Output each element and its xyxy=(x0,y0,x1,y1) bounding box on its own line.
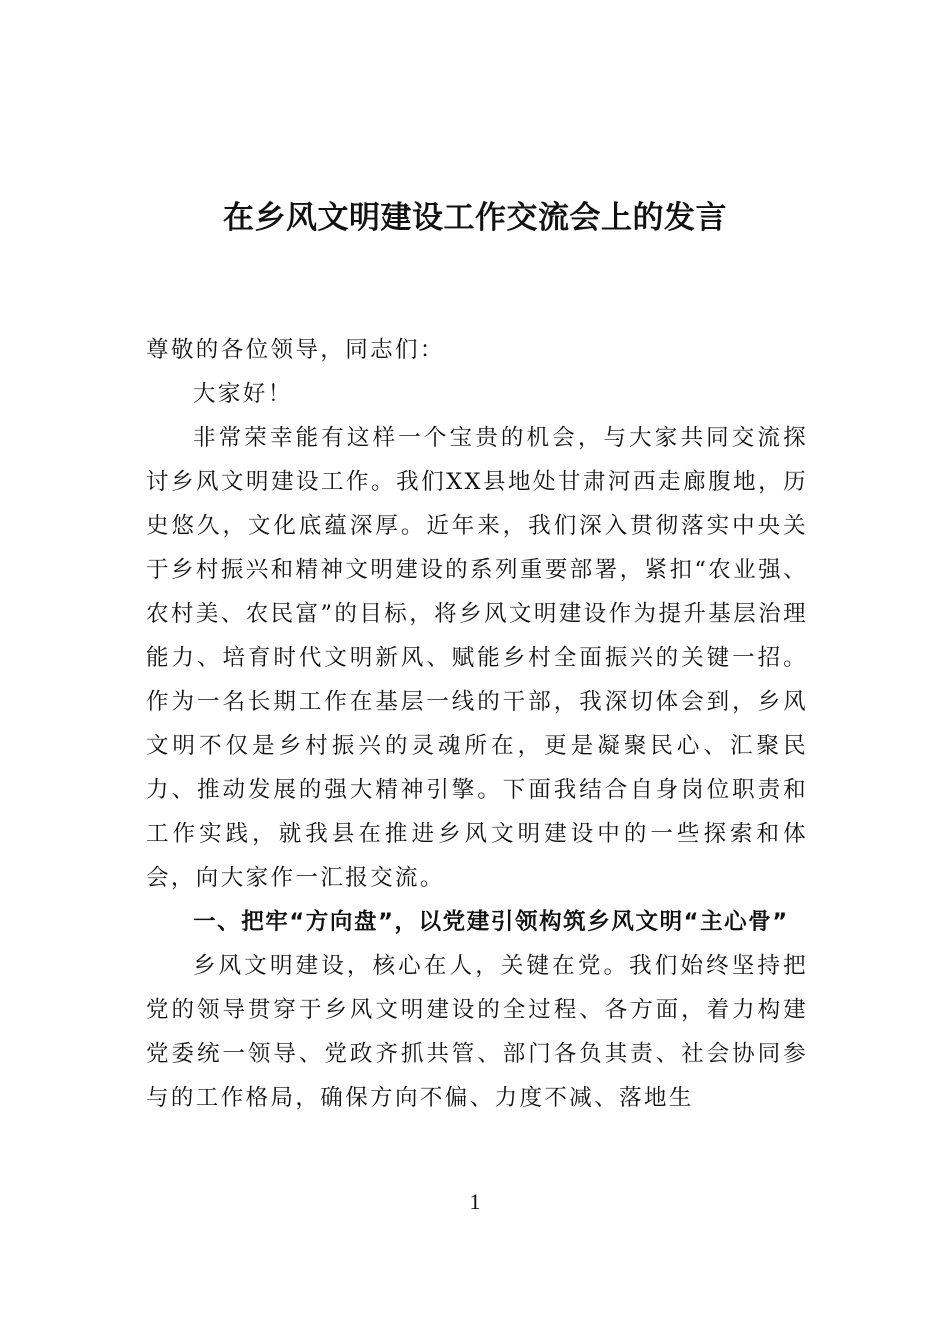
page-number: 1 xyxy=(469,1189,481,1214)
greeting: 大家好！ xyxy=(193,381,293,407)
section-paragraph: 乡风文明建设，核心在人，关键在党。我们始终坚持把党的领导贯穿于乡风文明建设的全过程、各方面，着力构建党委统一领导、党政齐抓共管、部门各负其责、社会协同参与的工作格局，确保方向不偏、力度不减、落地生 xyxy=(146,953,808,1111)
salutation: 尊敬的各位领导，同志们： xyxy=(146,337,445,363)
intro-paragraph: 非常荣幸能有这样一个宝贵的机会，与大家共同交流探讨乡风文明建设工作。我们XX县地处甘肃河西走廊腹地，历史悠久，文化底蕴深厚。近年来，我们深入贯彻落实中央关于乡村振兴和精神文明建设的系列重要部署，紧扣“农业强、农村美、农民富”的目标，将乡风文明建设作为提升基层治理能力、培育时代文明新风、赋能乡村全面振兴的关键一招。作为一名长期工作在基层一线的干部，我深切体会到，乡风文明不仅是乡村振兴的灵魂所在，更是凝聚民心、汇聚民力、推动发展的强大精神引擎。下面我结合自身岗位职责和工作实践，就我县在推进乡风文明建设中的一些探索和体会，向大家作一汇报交流。 xyxy=(146,425,808,891)
section-heading: 一、把牢“方向盘”，以党建引领构筑乡风文明“主心骨” xyxy=(193,909,789,935)
document-body xyxy=(146,328,808,1120)
document-title: 在乡风文明建设工作交流会上的发言 xyxy=(223,200,727,236)
